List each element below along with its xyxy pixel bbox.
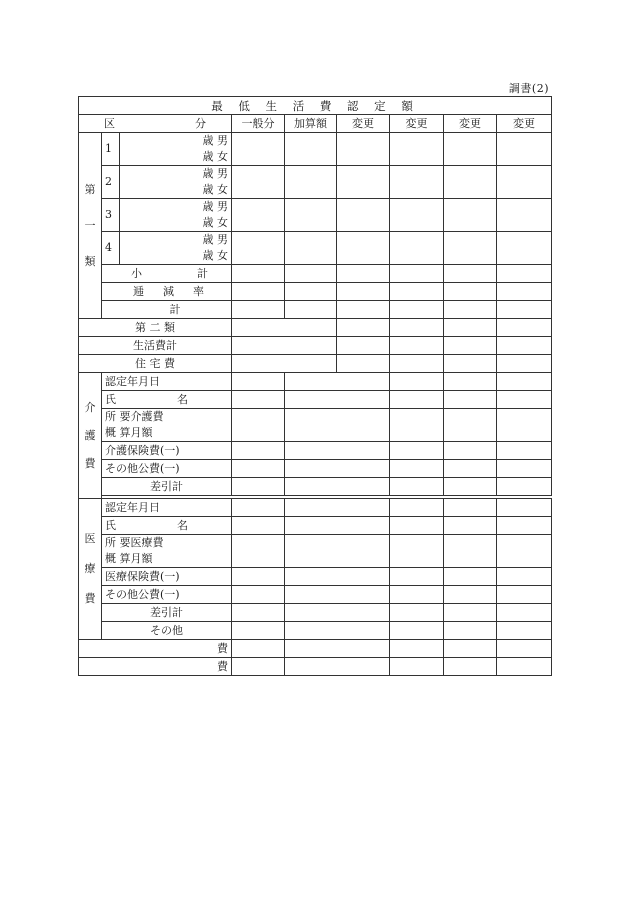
care-insurance-label: 介護保険費(一): [102, 442, 232, 460]
cell[interactable]: [444, 319, 497, 337]
cell[interactable]: [497, 640, 552, 658]
col-addition: 加算額: [285, 115, 337, 133]
person-age-sex: 歳 男 歳 女: [120, 199, 232, 232]
cell[interactable]: [285, 535, 390, 568]
cell[interactable]: [497, 568, 552, 586]
cell[interactable]: [232, 658, 285, 676]
care-cert-date-label: 認定年月日: [102, 373, 232, 391]
table-title: 最 低 生 活 費 認 定 額: [79, 97, 552, 115]
cell[interactable]: [444, 373, 497, 391]
cell[interactable]: [390, 586, 444, 604]
care-required-label: 所 要介護費 概 算月額: [102, 409, 232, 442]
care-label: 介 護 費: [79, 373, 102, 499]
cell[interactable]: [337, 301, 390, 319]
medical-other-public-label: その他公費(一): [102, 586, 232, 604]
cell[interactable]: [444, 283, 497, 301]
cell[interactable]: [390, 604, 444, 622]
cell[interactable]: [232, 517, 285, 535]
cell[interactable]: [337, 337, 390, 355]
cell[interactable]: [390, 391, 444, 409]
cell[interactable]: [497, 373, 552, 391]
care-balance-label: 差引計: [102, 478, 232, 496]
col-change-2: 変更: [390, 115, 444, 133]
cell[interactable]: [390, 283, 444, 301]
cell[interactable]: [497, 199, 552, 232]
cell[interactable]: [232, 604, 285, 622]
cell[interactable]: [444, 166, 497, 199]
cell[interactable]: [337, 133, 390, 166]
cell[interactable]: [285, 622, 390, 640]
cell[interactable]: [497, 586, 552, 604]
cell[interactable]: [390, 373, 444, 391]
cell[interactable]: [444, 640, 497, 658]
living-total-label: 生活費計: [79, 337, 232, 355]
cell[interactable]: [390, 409, 444, 442]
cell[interactable]: [232, 640, 285, 658]
cell[interactable]: [285, 232, 337, 265]
minimum-living-cost-table: [78, 96, 552, 676]
cell[interactable]: [232, 166, 285, 199]
cell[interactable]: [497, 499, 552, 517]
cell[interactable]: [285, 199, 337, 232]
cell[interactable]: [285, 478, 390, 496]
cell[interactable]: [390, 319, 444, 337]
cell[interactable]: [285, 301, 337, 319]
cell[interactable]: [285, 442, 390, 460]
cell[interactable]: [444, 460, 497, 478]
cell[interactable]: [444, 355, 497, 373]
cell[interactable]: [232, 409, 285, 442]
cell[interactable]: [337, 265, 390, 283]
cell[interactable]: [337, 283, 390, 301]
cell[interactable]: [444, 517, 497, 535]
cell[interactable]: [337, 355, 390, 373]
medical-insurance-label: 医療保険費(一): [102, 568, 232, 586]
footer-cost-label: 費: [79, 640, 232, 658]
cell[interactable]: [232, 232, 285, 265]
cell[interactable]: [232, 373, 285, 391]
cell[interactable]: [390, 460, 444, 478]
cell[interactable]: [285, 373, 390, 391]
cell[interactable]: [497, 232, 552, 265]
cell[interactable]: [232, 535, 285, 568]
medical-cert-date-label: 認定年月日: [102, 499, 232, 517]
cell[interactable]: [497, 319, 552, 337]
medical-label: 医 療 費: [79, 499, 102, 640]
cell[interactable]: [444, 199, 497, 232]
cell[interactable]: [232, 460, 285, 478]
cell[interactable]: [497, 517, 552, 535]
cell[interactable]: [285, 499, 390, 517]
cell[interactable]: [390, 568, 444, 586]
cell[interactable]: [444, 622, 497, 640]
cell[interactable]: [444, 133, 497, 166]
medical-required-label: 所 要医療費 概 算月額: [102, 535, 232, 568]
cell[interactable]: [444, 265, 497, 283]
cell[interactable]: [285, 460, 390, 478]
cell[interactable]: [232, 568, 285, 586]
cell[interactable]: [497, 535, 552, 568]
cell[interactable]: [444, 568, 497, 586]
cell[interactable]: [390, 499, 444, 517]
cell[interactable]: [497, 301, 552, 319]
cell[interactable]: [285, 604, 390, 622]
cell[interactable]: [232, 442, 285, 460]
cell[interactable]: [337, 166, 390, 199]
cell[interactable]: [497, 409, 552, 442]
cell[interactable]: [232, 133, 285, 166]
cell[interactable]: [390, 133, 444, 166]
cell[interactable]: [285, 517, 390, 535]
cell[interactable]: [232, 199, 285, 232]
housing-label: 住 宅 費: [79, 355, 232, 373]
cell[interactable]: [232, 355, 337, 373]
cell[interactable]: [337, 199, 390, 232]
cell[interactable]: [232, 265, 285, 283]
col-change-4: 変更: [497, 115, 552, 133]
cell[interactable]: [497, 622, 552, 640]
cell[interactable]: [444, 535, 497, 568]
cell[interactable]: [232, 301, 285, 319]
document-reference: 調書(2): [508, 82, 549, 95]
cell[interactable]: [337, 319, 390, 337]
cell[interactable]: [444, 658, 497, 676]
person-age-sex: 歳 男 歳 女: [120, 166, 232, 199]
cell[interactable]: [232, 499, 285, 517]
medical-other-label: その他: [102, 622, 232, 640]
cell[interactable]: [390, 265, 444, 283]
cell[interactable]: [285, 265, 337, 283]
cell[interactable]: [390, 442, 444, 460]
cell[interactable]: [390, 232, 444, 265]
medical-name-label: 氏 名: [102, 517, 232, 535]
cell[interactable]: [497, 658, 552, 676]
cell[interactable]: [232, 337, 337, 355]
cell[interactable]: [232, 319, 337, 337]
cell[interactable]: [390, 199, 444, 232]
cell[interactable]: [390, 640, 444, 658]
col-general: 一般分: [232, 115, 285, 133]
care-other-public-label: その他公費(一): [102, 460, 232, 478]
person-no: 2: [102, 166, 120, 199]
cell[interactable]: [285, 409, 390, 442]
person-no: 4: [102, 232, 120, 265]
cell[interactable]: [285, 586, 390, 604]
cell[interactable]: [285, 391, 390, 409]
cell[interactable]: [390, 517, 444, 535]
cell[interactable]: [497, 442, 552, 460]
cell[interactable]: [285, 166, 337, 199]
cell[interactable]: [444, 391, 497, 409]
cell[interactable]: [285, 640, 390, 658]
cell[interactable]: [444, 586, 497, 604]
cell[interactable]: [497, 265, 552, 283]
cell[interactable]: [497, 133, 552, 166]
person-no: 1: [102, 133, 120, 166]
cell[interactable]: [285, 133, 337, 166]
cell[interactable]: [444, 409, 497, 442]
cell[interactable]: [497, 460, 552, 478]
person-age-sex: 歳 男 歳 女: [120, 232, 232, 265]
cell[interactable]: [497, 391, 552, 409]
cell[interactable]: [444, 604, 497, 622]
footer-cost-label: 費: [79, 658, 232, 676]
person-no: 3: [102, 199, 120, 232]
cell[interactable]: [497, 478, 552, 496]
col-change-1: 変更: [337, 115, 390, 133]
cell[interactable]: [444, 499, 497, 517]
person-age-sex: 歳 男 歳 女: [120, 133, 232, 166]
care-name-label: 氏 名: [102, 391, 232, 409]
cell[interactable]: [232, 478, 285, 496]
cell[interactable]: [444, 478, 497, 496]
kubun-header: 区 分: [79, 115, 232, 133]
cell[interactable]: [390, 622, 444, 640]
cell[interactable]: [390, 301, 444, 319]
first-category-label: 第 一 類: [79, 133, 102, 319]
cell[interactable]: [232, 283, 285, 301]
cell[interactable]: [390, 337, 444, 355]
second-category-label: 第 二 類: [79, 319, 232, 337]
cell[interactable]: [390, 355, 444, 373]
cell[interactable]: [285, 283, 337, 301]
col-change-3: 変更: [444, 115, 497, 133]
cell[interactable]: [497, 166, 552, 199]
cell[interactable]: [444, 337, 497, 355]
cell[interactable]: [497, 283, 552, 301]
cell[interactable]: [337, 232, 390, 265]
subtotal-label: 小 計: [102, 265, 232, 283]
cell[interactable]: [232, 391, 285, 409]
cell[interactable]: [390, 166, 444, 199]
cell[interactable]: [285, 568, 390, 586]
reduction-rate-label: 逓 減 率: [102, 283, 232, 301]
cell[interactable]: [390, 658, 444, 676]
cell[interactable]: [232, 622, 285, 640]
medical-balance-label: 差引計: [102, 604, 232, 622]
cell[interactable]: [285, 658, 390, 676]
cell[interactable]: [497, 355, 552, 373]
total-label: 計: [102, 301, 232, 319]
cell[interactable]: [497, 604, 552, 622]
cell[interactable]: [497, 337, 552, 355]
cell[interactable]: [390, 478, 444, 496]
cell[interactable]: [444, 442, 497, 460]
cell[interactable]: [444, 301, 497, 319]
cell[interactable]: [390, 535, 444, 568]
cell[interactable]: [232, 586, 285, 604]
cell[interactable]: [444, 232, 497, 265]
